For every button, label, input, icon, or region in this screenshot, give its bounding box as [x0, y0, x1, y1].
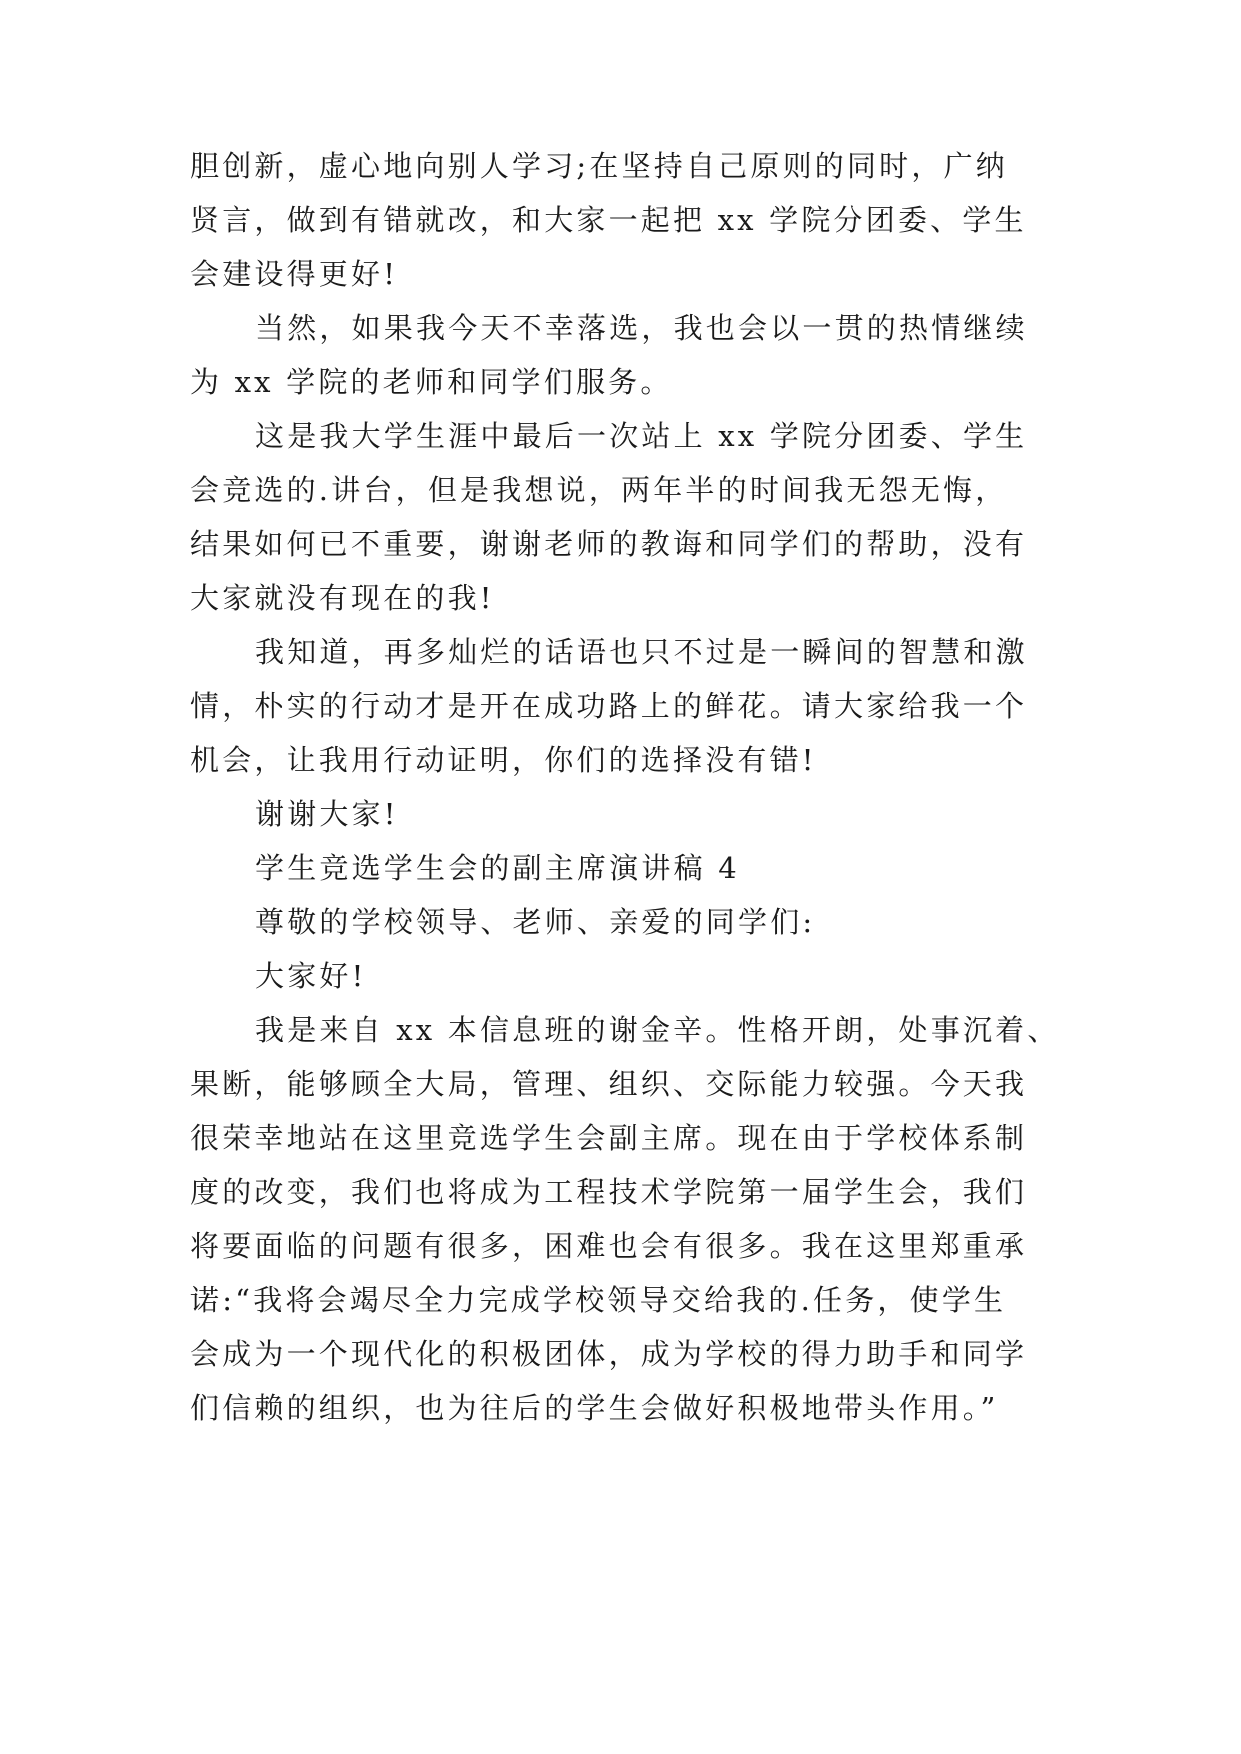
text-line: 们信赖的组织，也为往后的学生会做好积极地带头作用。”	[190, 1391, 999, 1425]
text-line: 当然，如果我今天不幸落选，我也会以一贯的热情继续	[255, 311, 1028, 345]
text-line: 这是我大学生涯中最后一次站上 xx 学院分团委、学生	[255, 419, 1028, 453]
speech-title: 学生竞选学生会的副主席演讲稿 4	[255, 851, 740, 885]
text-line: 机会，让我用行动证明，你们的选择没有错!	[190, 743, 817, 777]
salutation: 尊敬的学校领导、老师、亲爱的同学们:	[255, 905, 816, 939]
text-line: 为 xx 学院的老师和同学们服务。	[190, 365, 673, 399]
text-line: 将要面临的问题有很多，困难也会有很多。我在这里郑重承	[190, 1229, 1028, 1263]
text-line: 谢谢大家!	[255, 797, 399, 831]
text-line: 很荣幸地站在这里竞选学生会副主席。现在由于学校体系制	[190, 1121, 1028, 1155]
text-line: 果断，能够顾全大局，管理、组织、交际能力较强。今天我	[190, 1067, 1028, 1101]
text-line: 诺:“我将会竭尽全力完成学校领导交给我的.任务，使学生	[190, 1283, 1007, 1317]
greeting: 大家好!	[255, 959, 367, 993]
text-line: 会竞选的.讲台，但是我想说，两年半的时间我无怨无悔，	[190, 473, 1008, 507]
text-line: 度的改变，我们也将成为工程技术学院第一届学生会，我们	[190, 1175, 1028, 1209]
text-line: 贤言，做到有错就改，和大家一起把 xx 学院分团委、学生	[190, 203, 1027, 237]
text-line: 我是来自 xx 本信息班的谢金辛。性格开朗，处事沉着、	[255, 1013, 1060, 1047]
text-line: 我知道，再多灿烂的话语也只不过是一瞬间的智慧和激	[255, 635, 1028, 669]
text-line: 会成为一个现代化的积极团体，成为学校的得力助手和同学	[190, 1337, 1028, 1371]
text-line: 结果如何已不重要，谢谢老师的教诲和同学们的帮助，没有	[190, 527, 1028, 561]
text-line: 胆创新，虚心地向别人学习;在坚持自己原则的同时，广纳	[190, 149, 1008, 183]
text-line: 大家就没有现在的我!	[190, 581, 495, 615]
text-line: 会建设得更好!	[190, 257, 399, 291]
text-line: 情，朴实的行动才是开在成功路上的鲜花。请大家给我一个	[190, 689, 1028, 723]
